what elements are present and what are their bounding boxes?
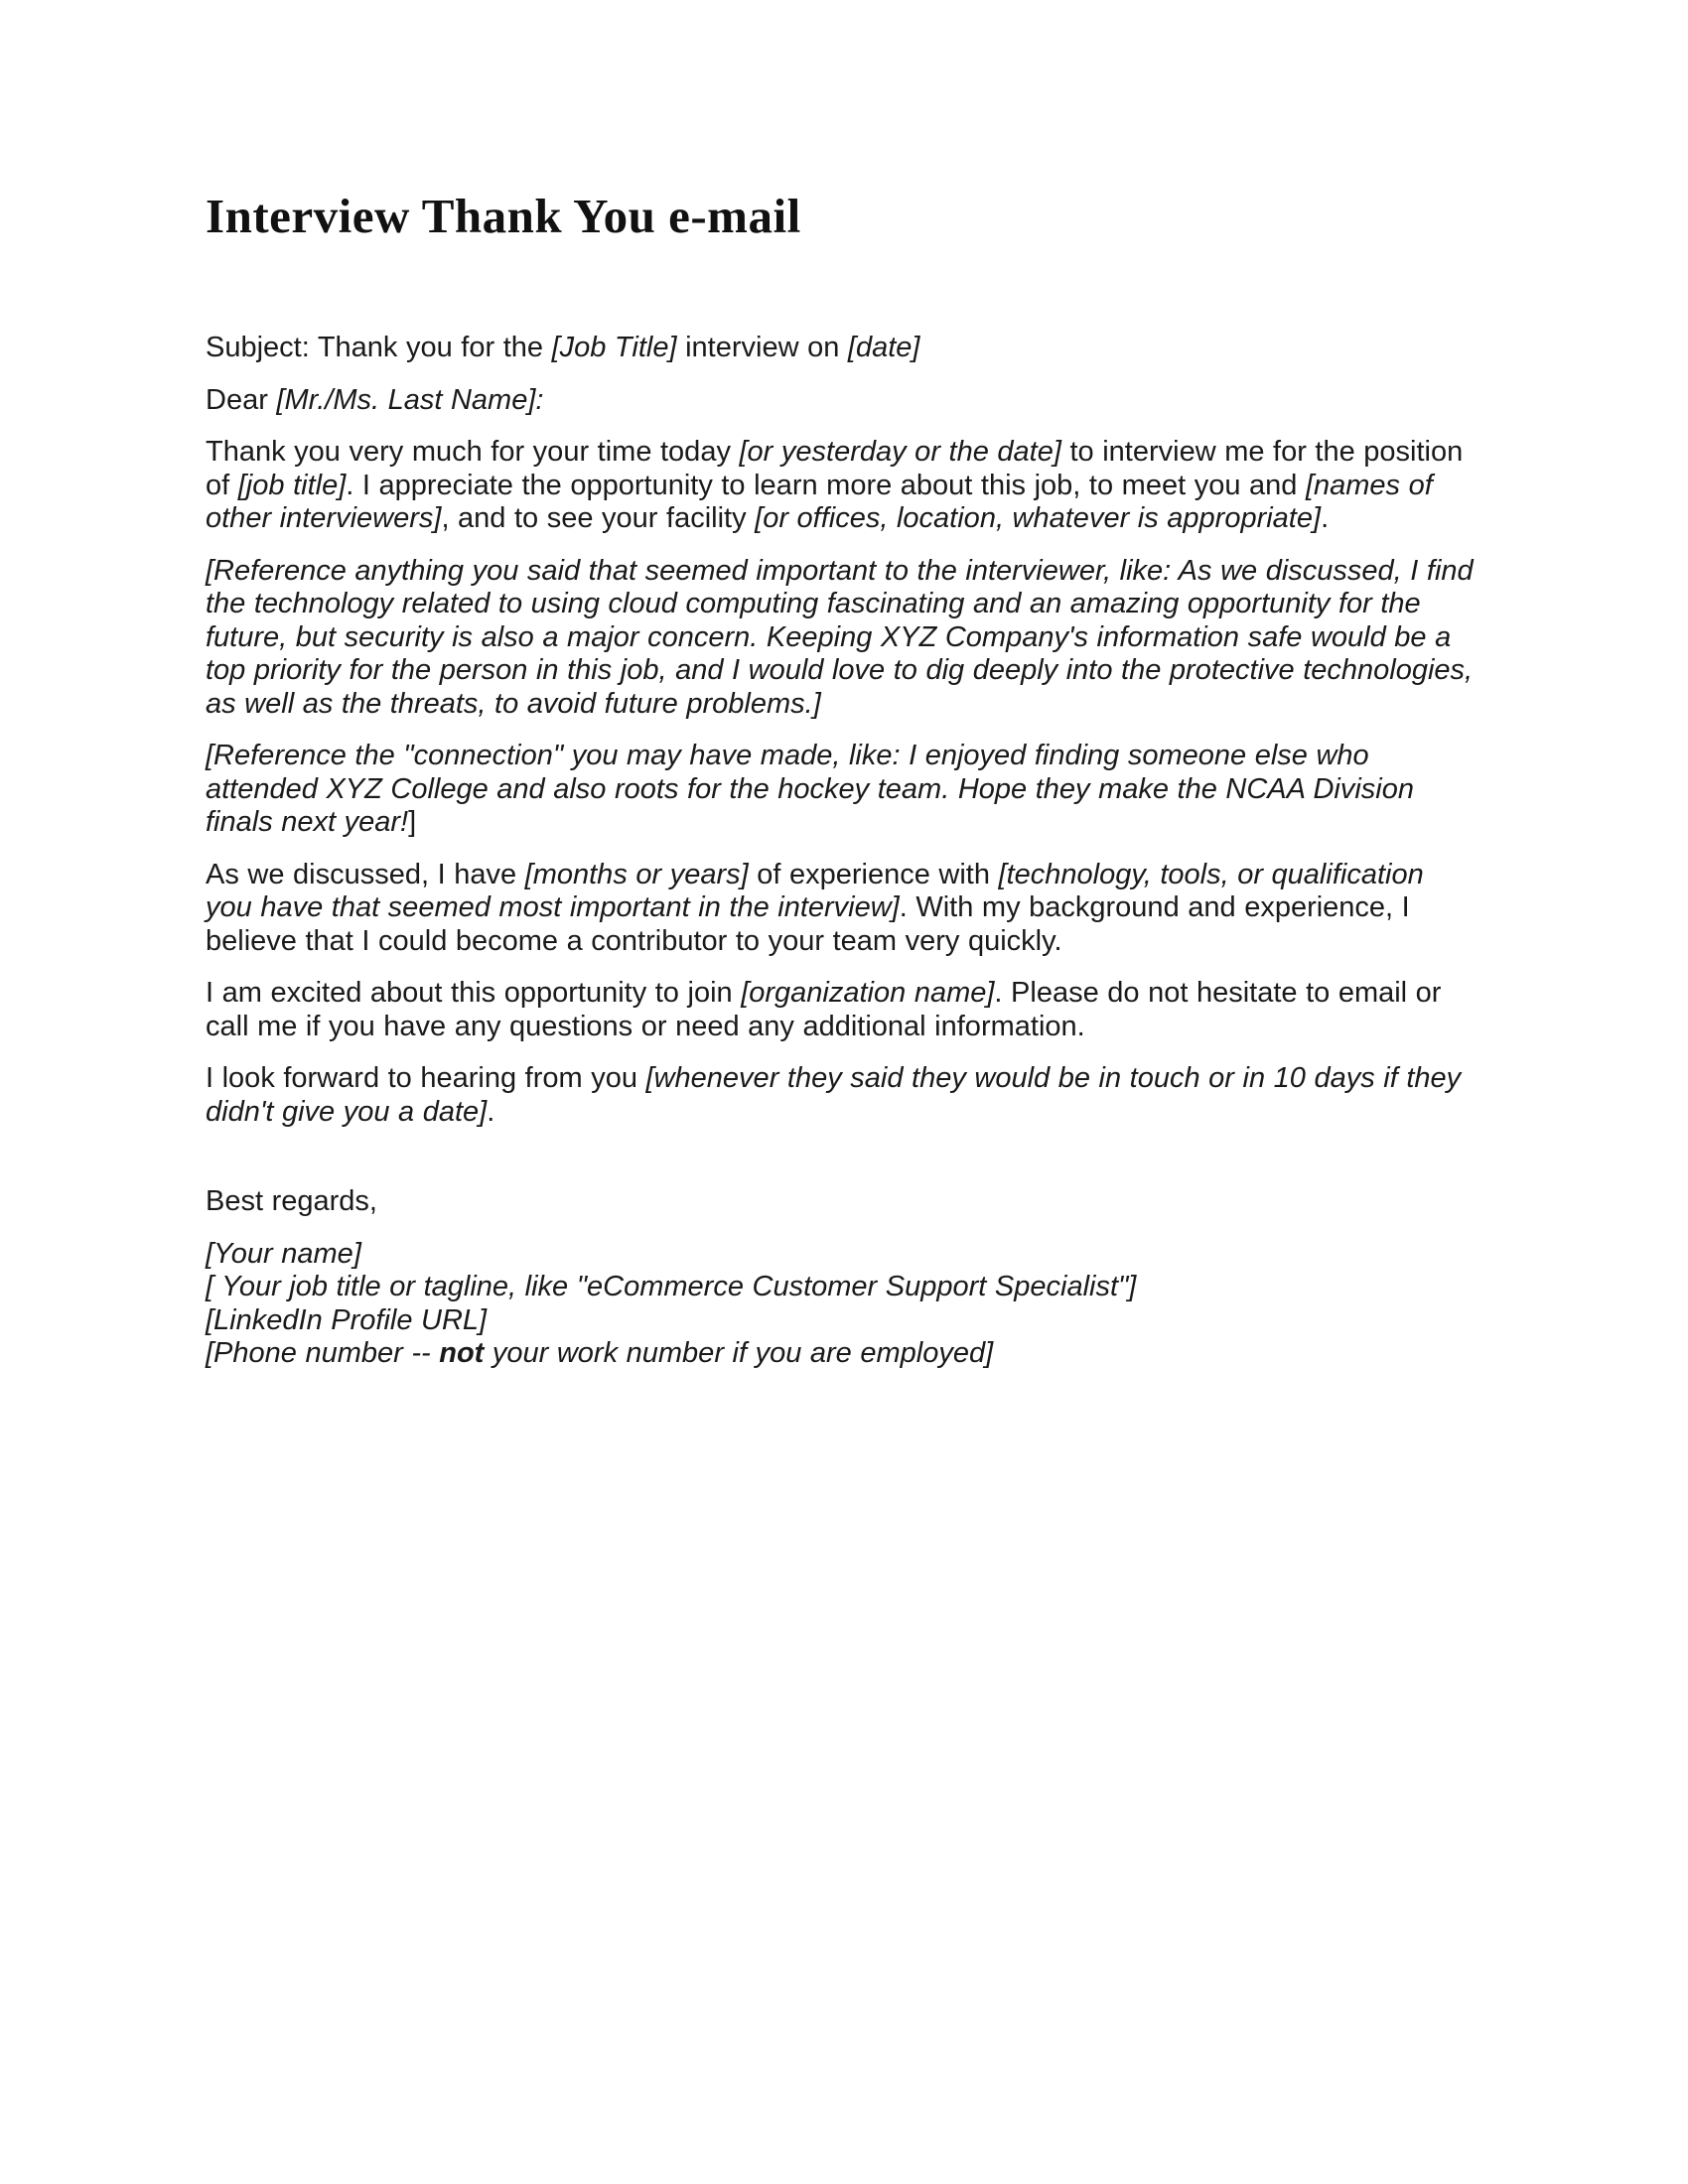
text-run-regular: I look forward to hearing from you xyxy=(206,1062,646,1094)
para-thank-you xyxy=(206,436,1475,536)
text-run-regular: to interview me for the position of xyxy=(206,436,1464,501)
text-run-italic: [technology, tools, or qualification you have that seemed most important in the interview] xyxy=(206,858,1424,923)
text-run-italic: [Job Title] xyxy=(551,332,677,363)
para-reference-topic xyxy=(206,555,1475,722)
text-run-regular: , and to see your facility xyxy=(441,502,756,534)
para-experience xyxy=(206,859,1475,959)
text-run-italic: [ Your job title or tagline, like "eCommerce Customer Support Specialist"] xyxy=(206,1271,1137,1302)
text-run-regular: interview on xyxy=(676,332,848,363)
para-excited xyxy=(206,977,1475,1043)
text-run-italic: [or yesterday or the date] xyxy=(739,436,1061,468)
text-run-italic: [LinkedIn Profile URL] xyxy=(206,1303,488,1336)
text-run-regular: . With my background and experience, I believe that I could become a contributor to your team very quickly. xyxy=(206,891,1410,957)
text-run-regular: Subject: Thank you for the xyxy=(206,332,552,363)
text-run-italic: [or offices, location, whatever is appropriate] xyxy=(755,502,1322,534)
text-run-regular: Thank you very much for your time today xyxy=(206,436,740,468)
text-run-regular: . I appreciate the opportunity to learn more about this job, to meet you and xyxy=(346,469,1306,501)
closing xyxy=(206,1185,1475,1219)
text-run-italic: [Reference the "connection" you may have made, like: I enjoyed finding someone else who attended XYZ College and also roots for the hockey team. Hope they make the NCAA Division finals next year! xyxy=(206,740,1415,838)
text-run-regular: . xyxy=(487,1095,495,1128)
text-run-italic: your work number if you are employed] xyxy=(484,1337,994,1369)
text-run-italic: [Your name] xyxy=(206,1237,361,1270)
text-run-italic: [date] xyxy=(847,332,920,363)
document-body xyxy=(206,332,1475,1371)
text-run-regular: of experience with xyxy=(748,858,999,890)
subject-line xyxy=(206,332,1475,365)
text-run-italic: [Mr./Ms. Last Name]: xyxy=(276,383,544,416)
signature-block xyxy=(206,1238,1475,1371)
para-look-forward xyxy=(206,1062,1475,1129)
text-run-italic: [organization name] xyxy=(741,977,995,1009)
para-reference-connection xyxy=(206,740,1475,840)
text-run-italic: [months or years] xyxy=(524,858,749,890)
text-run-regular: . xyxy=(1321,502,1330,534)
text-run-regular: . Please do not hesitate to email or call me if you have any questions or need any additional information. xyxy=(206,977,1442,1042)
text-run-bolditalic: not xyxy=(439,1337,485,1369)
text-run-italic: [Reference anything you said that seemed important to the interviewer, like: As we discussed, I find the technology related to using cloud computing fascinating and an amazing opportunity for the future, but security is also a major concern. Keeping XYZ Company's information safe would be a top priority for the person in this job, and I would love to dig deeply into the protective technologies, as well as the threats, to avoid future problems.] xyxy=(206,554,1474,720)
salutation xyxy=(206,384,1475,418)
text-run-regular: Dear xyxy=(206,383,277,416)
text-run-italic: [job title] xyxy=(237,469,347,501)
text-run-regular: As we discussed, I have xyxy=(206,858,525,890)
text-run-regular: Best regards, xyxy=(206,1185,377,1217)
text-run-italic: [names of other interviewers] xyxy=(206,469,1433,534)
text-run-italic: [Phone number -- xyxy=(206,1337,440,1369)
text-run-regular: ] xyxy=(408,806,417,838)
text-run-regular: I am excited about this opportunity to join xyxy=(206,977,742,1009)
page-title: Interview Thank You e-mail xyxy=(206,189,801,243)
text-run-italic: [whenever they said they would be in touch or in 10 days if they didn't give you a date] xyxy=(206,1062,1462,1128)
